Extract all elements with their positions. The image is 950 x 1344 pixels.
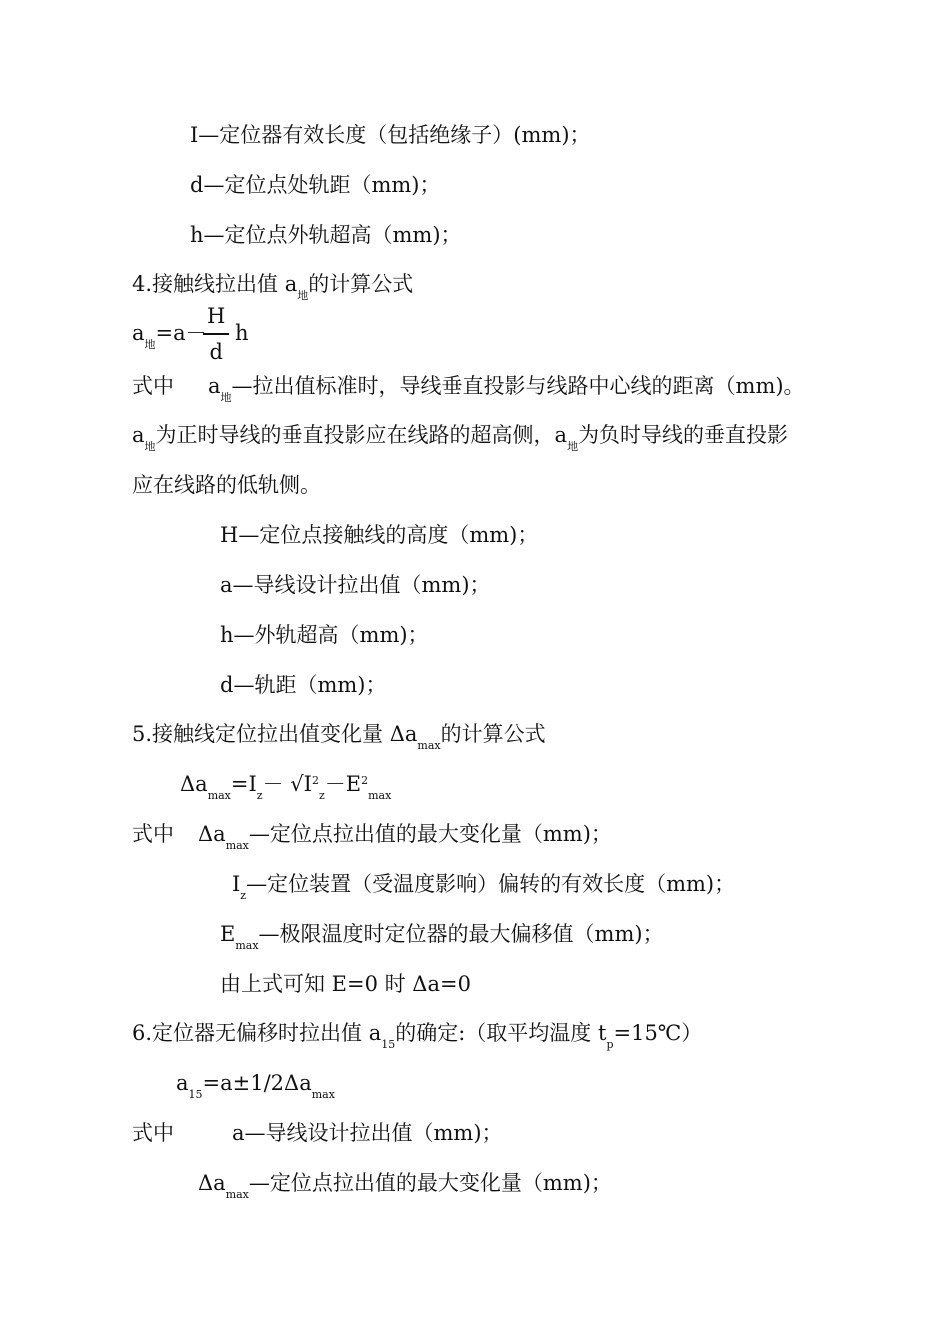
- formula-6: $a_{15}=a\pm 1/2\Delta a_{max}$: [176, 1071, 335, 1101]
- def-I: I—定位器有效长度（包括绝缘子）(mm)；: [190, 123, 591, 147]
- formula-4-fraction: $\frac{H}{d}$: [203, 299, 229, 369]
- section-6-def-delta: $\Delta a_{max}—$定位点拉出值的最大变化量（mm)；: [198, 1171, 612, 1201]
- section-4-para-low: 应在线路的低轨侧。: [132, 473, 321, 497]
- def-a: a—导线设计拉出值（mm)；: [220, 573, 491, 597]
- section-5-title: 5.接触线定位拉出值变化量 $\Delta a_{max}$的计算公式: [132, 722, 546, 752]
- formula-5: $\Delta a_{max}=I_z- √I^2_z-E^2_{max}$: [180, 772, 392, 802]
- def-d-gauge: d—轨距（mm)；: [220, 673, 387, 697]
- def-h: h—定位点外轨超高（mm)；: [190, 223, 462, 247]
- section-6-def-label: 式中: [132, 1121, 174, 1145]
- section-5-note: 由上式可知 E=0 时 Δa=0: [220, 972, 471, 996]
- formula-4-h: h: [235, 321, 249, 345]
- def-d: d—定位点处轨距（mm)；: [190, 173, 441, 197]
- def-E-max: $E_{max}—$极限温度时定位器的最大偏移值（mm)；: [220, 922, 664, 952]
- section-5-def-label: 式中: [132, 822, 174, 846]
- def-delta-a-max: $\Delta a_{max}—$定位点拉出值的最大变化量（mm)；: [198, 822, 612, 852]
- section-4-def-a: $a_地—$拉出值标准时，导线垂直投影与线路中心线的距离（mm)。: [208, 374, 805, 404]
- def-h-outer: h—外轨超高（mm)；: [220, 623, 429, 647]
- section-4-para-sign: $a_地$为正时导线的垂直投影应在线路的超高侧，$a_地$为负时导线的垂直投影: [132, 423, 789, 453]
- formula-4: $a_地=a-$: [132, 321, 207, 351]
- section-4-def-label: 式中: [132, 374, 174, 398]
- section-6-def-a: a—导线设计拉出值（mm)；: [232, 1121, 503, 1145]
- section-6-title: 6.定位器无偏移时拉出值 $a_{15}$的确定:（取平均温度 $t_p=15℃$）: [132, 1021, 703, 1051]
- def-Iz: $I_z—$定位装置（受温度影响）偏转的有效长度（mm)；: [232, 872, 736, 902]
- section-4-title: 4.接触线拉出值 $a_地$的计算公式: [132, 272, 414, 302]
- def-H: H—定位点接触线的高度（mm)；: [220, 523, 539, 547]
